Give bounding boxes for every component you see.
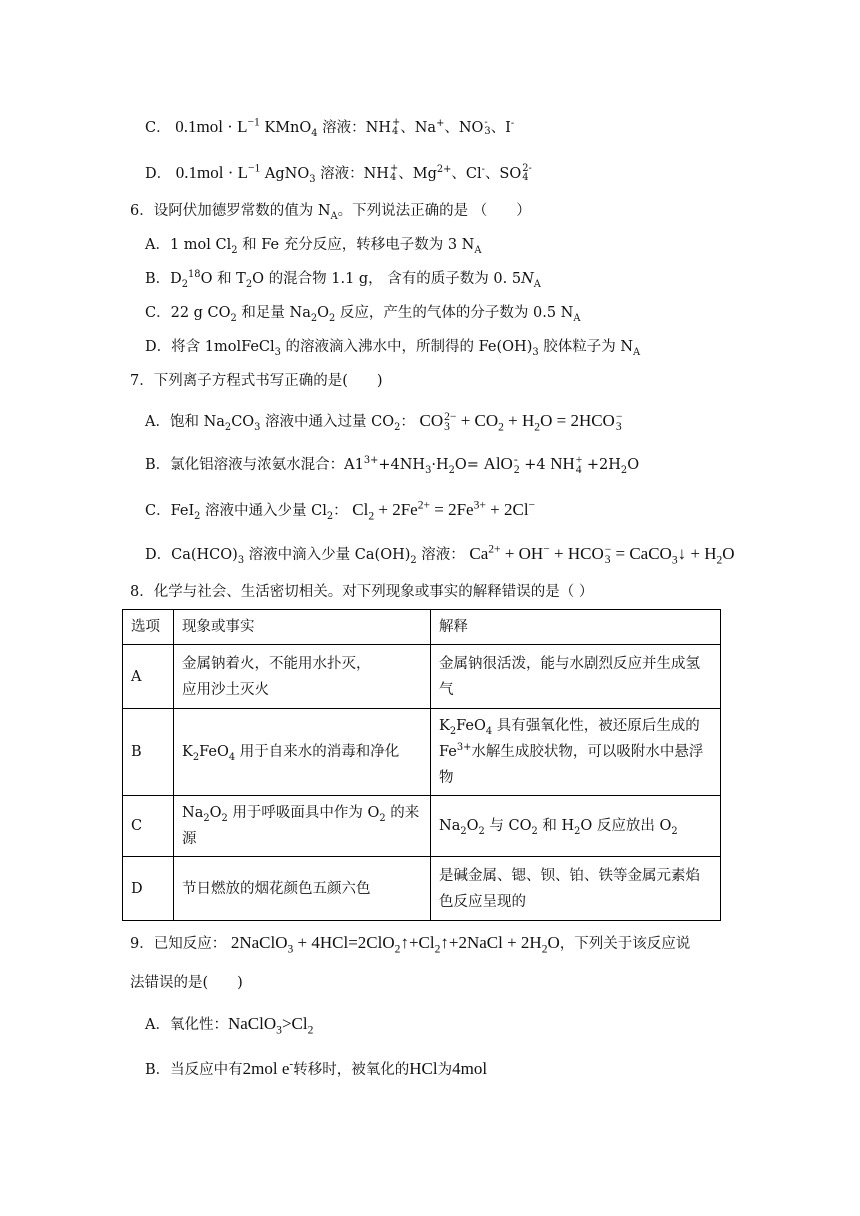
q9-option-a-label: A．氧化性：: [145, 1017, 228, 1033]
q9-option-b: B．当反应中有2mol e-转移时，被氧化的HCl为4mol: [145, 1057, 488, 1078]
q6-option-d: D．将含 1molFeCl$_3$ 的溶液滴入沸水中，所制得的 $Fe(OH)_3$ 胶体粒子为 $N_A$: [145, 339, 641, 358]
table-header-cell: 现象或事实: [174, 610, 431, 645]
table-cell-explanation: 是碱金属、锶、钡、铂、铁等金属元素焰 色反应呈现的: [431, 857, 721, 921]
q9-option-b-text: 为: [437, 1062, 453, 1078]
q7-option-a: A．饱和 $Na_2CO_3$ 溶液中通入过量 $CO_2$： CO 2− 3 + $CO_2 + H_2O = 2HCO$ − 3: [145, 409, 623, 434]
q7-stem: 7．下列离子方程式书写正确的是( ): [130, 373, 383, 389]
table-row: [123, 709, 721, 796]
table-cell-explanation: $K_2FeO_4$ 具有强氧化性，被还原后生成的 $Fe^{3+}$水解生成胶状物，可以吸附水中悬浮物: [431, 709, 721, 796]
table-cell-fact: $Na_2O_2$ 用于呼吸面具中作为 $O_2$ 的来源: [174, 796, 431, 857]
table-row: [123, 645, 721, 709]
table-cell-option: D: [123, 857, 174, 921]
q9-stem: [130, 932, 690, 955]
table-cell-option: A: [123, 645, 174, 709]
table-cell-fact: $K_2FeO_4$ 用于自来水的消毒和净化: [174, 709, 431, 796]
q6-option-b: B．$D_2^{18}O$ 和 $T_2O$ 的混合物 1.1 g， 含有的质子数为 0. $5N_A$: [145, 269, 541, 290]
q5-option-d: D． $0.1mol \cdot L^{-1}$ AgNO$_3$ 溶液：NH + 4 、$Mg^{2+}$、Cl-、SO 2- 4: [145, 161, 532, 185]
q6-option-c: C．22 g $CO_2$ 和足量 $Na_2O_2$ 反应，产生的气体的分子数为 0.5 $N_A$: [145, 305, 581, 324]
table-cell-option: B: [123, 709, 174, 796]
q9-option-a: A．氧化性：$NaClO_3>Cl_2$: [145, 1014, 314, 1037]
table-cell-option: C: [123, 796, 174, 857]
table-cell-explanation: $Na_2O_2$ 与 $CO_2$ 和 $H_2O$ 反应放出 $O_2$: [431, 796, 721, 857]
table-row: [123, 796, 721, 857]
q7-option-b: B．氯化铝溶液与浓氨水混合：$A1^{3+}+4NH_3\cdot H_2O=$ AlO - 2 +4 NH + 4 $+2H_2O$: [145, 452, 640, 477]
q9-option-b-formula: HCl: [409, 1059, 438, 1078]
q9-option-b-formula: 4mol: [452, 1059, 488, 1078]
q5-option-c: C． $0.1mol \cdot L^{-1}$ KMnO$_4$ 溶液：NH + 4 、Na+、NO - 3 、I-: [145, 115, 515, 139]
table-header-row: [123, 610, 721, 645]
q9-stem-line2: 法错误的是( ): [130, 975, 243, 991]
table-header-cell: 解释: [431, 610, 721, 645]
q6-stem: 6．设阿伏加德罗常数的值为 $N_A$。下列说法正确的是 （ ）: [130, 203, 531, 222]
q9-stem-post: ，下列关于该反应说: [559, 936, 691, 952]
table-cell-explanation: 金属钠很活泼，能与水剧烈反应并生成氢 气: [431, 645, 721, 709]
table-row: [123, 857, 721, 921]
q7-option-c: C．FeI$_2$ 溶液中通入少量 $Cl_2$： $Cl_2 + 2Fe^{2+} = 2Fe^{3+} + 2Cl^-$: [145, 498, 536, 523]
table-header-cell: 选项: [123, 610, 174, 645]
q9-option-b-text: B．当反应中有: [145, 1062, 243, 1078]
q9-stem-pre: 9．已知反应：: [130, 936, 227, 952]
q6-option-a: A．1 mol $Cl_2$ 和 Fe 充分反应，转移电子数为 3 $N_A$: [145, 237, 482, 256]
q7-option-d: D．$Ca(HCO)_3$ 溶液中滴入少量 $Ca(OH)_2$ 溶液： $Ca^{2+} + OH^-$ + HCO − 3 = CaCO$_3$↓ + $H_2O$: [145, 542, 735, 567]
table-cell-fact: 节日燃放的烟花颜色五颜六色: [174, 857, 431, 921]
q9-option-b-text: 转移时，被氧化的: [293, 1062, 410, 1078]
q8-table: [122, 609, 721, 921]
q9-equation: 2NaClO$_3$ + $4HCl=2ClO_2↑+Cl_2↑+2NaCl + 2H_2O$: [230, 933, 560, 956]
q8-stem: 8．化学与社会、生活密切相关。对下列现象或事实的解释错误的是（ ）: [130, 584, 594, 600]
table-cell-fact: 金属钠着火，不能用水扑灭， 应用沙土灭火: [174, 645, 431, 709]
